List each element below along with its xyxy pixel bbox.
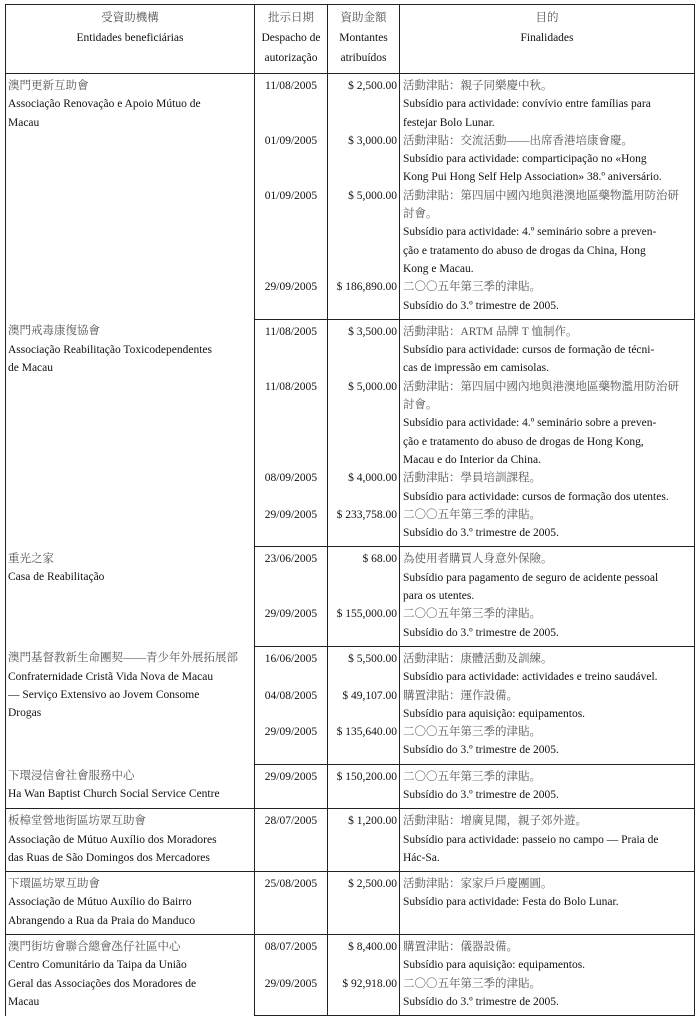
purpose-zh: 為使用者購買人身意外保險。 [403,553,553,566]
purpose-pt: Subsídio para actividade: actividades e treino saudável. [403,671,658,684]
purpose-pt: Subsídio do 3.º trimestre de 2005. [403,527,559,540]
purpose-pt: ção e tratamento do abuso de drogas de Hong Kong, [403,435,644,448]
amount-cell: $ 3,500.00 [328,319,400,377]
purpose-zh: 討會。 [403,208,438,221]
date-cell: 01/09/2005 [255,187,328,278]
header-purpose: 目的 Finalidades [400,5,695,74]
purpose-cell [400,605,695,646]
purpose-pt: cas de impressão em camisolas. [403,362,549,375]
purpose-pt: Kong Pui Hong Self Help Association» 38.º aniversário. [403,171,662,184]
entity-cell [6,74,255,320]
entity-name-zh: 板樟堂營地街區坊眾互助會 [8,815,146,828]
entity-name-pt: Abrangendo a Rua da Praia do Manduco [8,914,196,927]
date-cell: 28/07/2005 [255,809,328,872]
purpose-cell [400,872,695,935]
entity-name-pt: Casa de Reabilitação [8,571,105,584]
entity-name-pt: Confraternidade Cristã Vida Nova de Macau [8,670,214,683]
purpose-pt: Subsídio para actividade: 4.º seminário sobre a preven- [403,226,657,239]
amount-cell: $ 5,500.00 [328,646,400,686]
purpose-pt: Subsídio do 3.º trimestre de 2005. [403,744,559,757]
date-cell: 29/09/2005 [255,278,328,319]
purpose-zh: 活動津貼：康體活動及訓練。 [403,652,553,665]
table-row [6,646,695,686]
purpose-cell [400,132,695,187]
amount-cell: $ 2,500.00 [328,872,400,935]
entity-name-pt: Drogas [8,707,42,720]
entity-cell [6,646,255,764]
purpose-pt: ção e tratamento do abuso de drogas da China, Hong [403,244,646,257]
purpose-pt: Subsídio para actividade: convívio entre famílias para [403,98,651,111]
purpose-zh: 活動津貼：ARTM 品牌 T 恤制作。 [403,325,578,338]
date-cell: 29/09/2005 [255,506,328,547]
amount-cell: $ 49,107.00 [328,687,400,724]
purpose-cell [400,687,695,724]
table-row [6,319,695,377]
entity-name-pt: Macau [8,116,40,129]
table-body [6,74,695,1016]
purpose-zh: 活動津貼：第四屆中國內地與港澳地區藥物濫用防治研 [403,380,679,393]
amount-cell: $ 186,890.00 [328,278,400,319]
purpose-pt: Subsídio do 3.º trimestre de 2005. [403,626,559,639]
purpose-zh: 二〇〇五年第三季的津貼。 [403,508,541,521]
entity-cell [6,935,255,1016]
entity-name-pt: Associação Renovação e Apoio Mútuo de [8,98,201,111]
purpose-pt: Subsídio para actividade: cursos de formação de técni- [403,344,655,357]
purpose-cell [400,935,695,975]
table-row [6,809,695,872]
entity-cell [6,319,255,547]
purpose-cell [400,975,695,1016]
purpose-cell [400,378,695,469]
purpose-zh: 購置津貼：儀器設備。 [403,941,518,954]
table-row [6,935,695,975]
purpose-zh: 活動津貼：第四屆中國內地與港澳地區藥物濫用防治研 [403,189,679,202]
purpose-zh: 活動津貼：增廣見聞，親子郊外遊。 [403,815,587,828]
purpose-cell [400,723,695,764]
purpose-cell [400,319,695,377]
table-row [6,764,695,809]
purpose-pt: Hác-Sa. [403,851,440,864]
purpose-zh: 活動津貼：家家戶戶慶團圓。 [403,878,553,891]
purpose-cell [400,187,695,278]
table-row [6,74,695,132]
entity-name-pt: de Macau [8,361,54,374]
amount-cell: $ 4,000.00 [328,469,400,506]
amount-cell: $ 92,918.00 [328,975,400,1016]
entity-name-pt: das Ruas de São Domingos dos Mercadores [8,851,210,864]
purpose-cell [400,547,695,605]
purpose-pt: Subsídio do 3.º trimestre de 2005. [403,788,559,801]
purpose-pt: Subsídio para actividade: cursos de formação dos utentes. [403,490,669,503]
purpose-zh: 活動津貼：親子同樂慶中秋。 [403,80,553,92]
purpose-pt: Subsídio para aquisição: equipamentos. [403,707,586,720]
purpose-pt: Subsídio do 3.º trimestre de 2005. [403,995,559,1008]
entity-name-pt: Associação de Mútuo Auxílio dos Moradores [8,833,217,846]
date-cell: 11/08/2005 [255,319,328,377]
purpose-zh: 二〇〇五年第三季的津貼。 [403,770,541,783]
entity-name-pt: Ha Wan Baptist Church Social Service Centre [8,788,220,801]
purpose-zh: 二〇〇五年第三季的津貼。 [403,726,541,739]
purpose-zh: 二〇〇五年第三季的津貼。 [403,281,541,294]
purpose-cell [400,74,695,132]
table-row [6,872,695,935]
entity-name-pt: — Serviço Extensivo ao Jovem Consome [8,689,200,701]
entity-cell [6,547,255,646]
amount-cell: $ 8,400.00 [328,935,400,975]
purpose-pt: Subsídio para actividade: Festa do Bolo Lunar. [403,896,619,909]
date-cell: 11/08/2005 [255,378,328,469]
date-cell: 11/08/2005 [255,74,328,132]
purpose-cell [400,278,695,319]
entity-name-zh: 下環浸信會社會服務中心 [8,770,135,783]
date-cell: 23/06/2005 [255,547,328,605]
entity-name-pt: Associação Reabilitação Toxicodependentes [8,343,212,356]
header-entity: 受資助機構 Entidades beneficiárias [6,5,255,74]
purpose-cell [400,809,695,872]
amount-cell: $ 233,758.00 [328,506,400,547]
grants-table [5,4,695,1016]
purpose-pt: Kong e Macau. [403,262,474,275]
entity-name-zh: 澳門基督教新生命團契——青少年外展拓展部 [8,652,238,665]
entity-name-zh: 下環區坊眾互助會 [8,878,100,891]
header-date: 批示日期 Despacho de autorização [255,5,328,74]
purpose-zh: 二〇〇五年第三季的津貼。 [403,608,541,621]
date-cell: 29/09/2005 [255,764,328,809]
purpose-pt: Subsídio do 3.º trimestre de 2005. [403,299,559,312]
table-header-row [6,5,695,74]
purpose-pt: Macau e do Interior da China. [403,453,541,466]
purpose-pt: para os utentes. [403,590,475,603]
purpose-cell [400,506,695,547]
amount-cell: $ 5,000.00 [328,378,400,469]
amount-cell: $ 68.00 [328,547,400,605]
entity-cell [6,764,255,809]
date-cell: 29/09/2005 [255,605,328,646]
date-cell: 01/09/2005 [255,132,328,187]
purpose-pt: festejar Bolo Lunar. [403,116,495,129]
purpose-cell [400,646,695,686]
amount-cell: $ 135,640.00 [328,723,400,764]
date-cell: 04/08/2005 [255,687,328,724]
amount-cell: $ 3,000.00 [328,132,400,187]
entity-name-zh: 重光之家 [8,552,54,565]
entity-name-pt: Centro Comunitário da Taipa da União [8,959,187,972]
amount-cell: $ 155,000.00 [328,605,400,646]
date-cell: 08/07/2005 [255,935,328,975]
amount-cell: $ 2,500.00 [328,74,400,132]
purpose-pt: Subsídio para pagamento de seguro de acidente pessoal [403,571,659,584]
entity-name-pt: Geral das Associações dos Moradores de [8,977,197,990]
purpose-pt: Subsídio para aquisição: equipamentos. [403,959,586,972]
entity-name-zh: 澳門戒毒康復協會 [8,325,100,338]
table-row [6,547,695,605]
purpose-zh: 活動津貼：交流活動——出席香港培康會慶。 [403,134,633,147]
date-cell: 29/09/2005 [255,975,328,1016]
amount-cell: $ 5,000.00 [328,187,400,278]
amount-cell: $ 1,200.00 [328,809,400,872]
date-cell: 29/09/2005 [255,723,328,764]
purpose-pt: Subsídio para actividade: 4.º seminário sobre a preven- [403,417,657,430]
entity-name-zh: 澳門更新互助會 [8,80,89,92]
entity-name-pt: Associação de Mútuo Auxílio do Bairro [8,896,192,909]
entity-cell [6,872,255,935]
entity-name-pt: Macau [8,995,40,1008]
purpose-cell [400,764,695,809]
purpose-zh: 購置津貼：運作設備。 [403,689,518,702]
purpose-zh: 二〇〇五年第三季的津貼。 [403,977,541,990]
date-cell: 25/08/2005 [255,872,328,935]
entity-cell [6,809,255,872]
purpose-pt: Subsídio para actividade: comparticipação no «Hong [403,153,647,166]
purpose-pt: Subsídio para actividade: passeio no campo — Praia de [403,833,659,846]
entity-name-zh: 澳門街坊會聯合總會氹仔社區中心 [8,941,181,954]
purpose-cell [400,469,695,506]
purpose-zh: 活動津貼：學員培訓課程。 [403,472,541,485]
date-cell: 16/06/2005 [255,646,328,686]
header-amount: 資助金額 Montantes atribuídos [328,5,400,74]
date-cell: 08/09/2005 [255,469,328,506]
purpose-zh: 討會。 [403,399,438,412]
amount-cell: $ 150,200.00 [328,764,400,809]
